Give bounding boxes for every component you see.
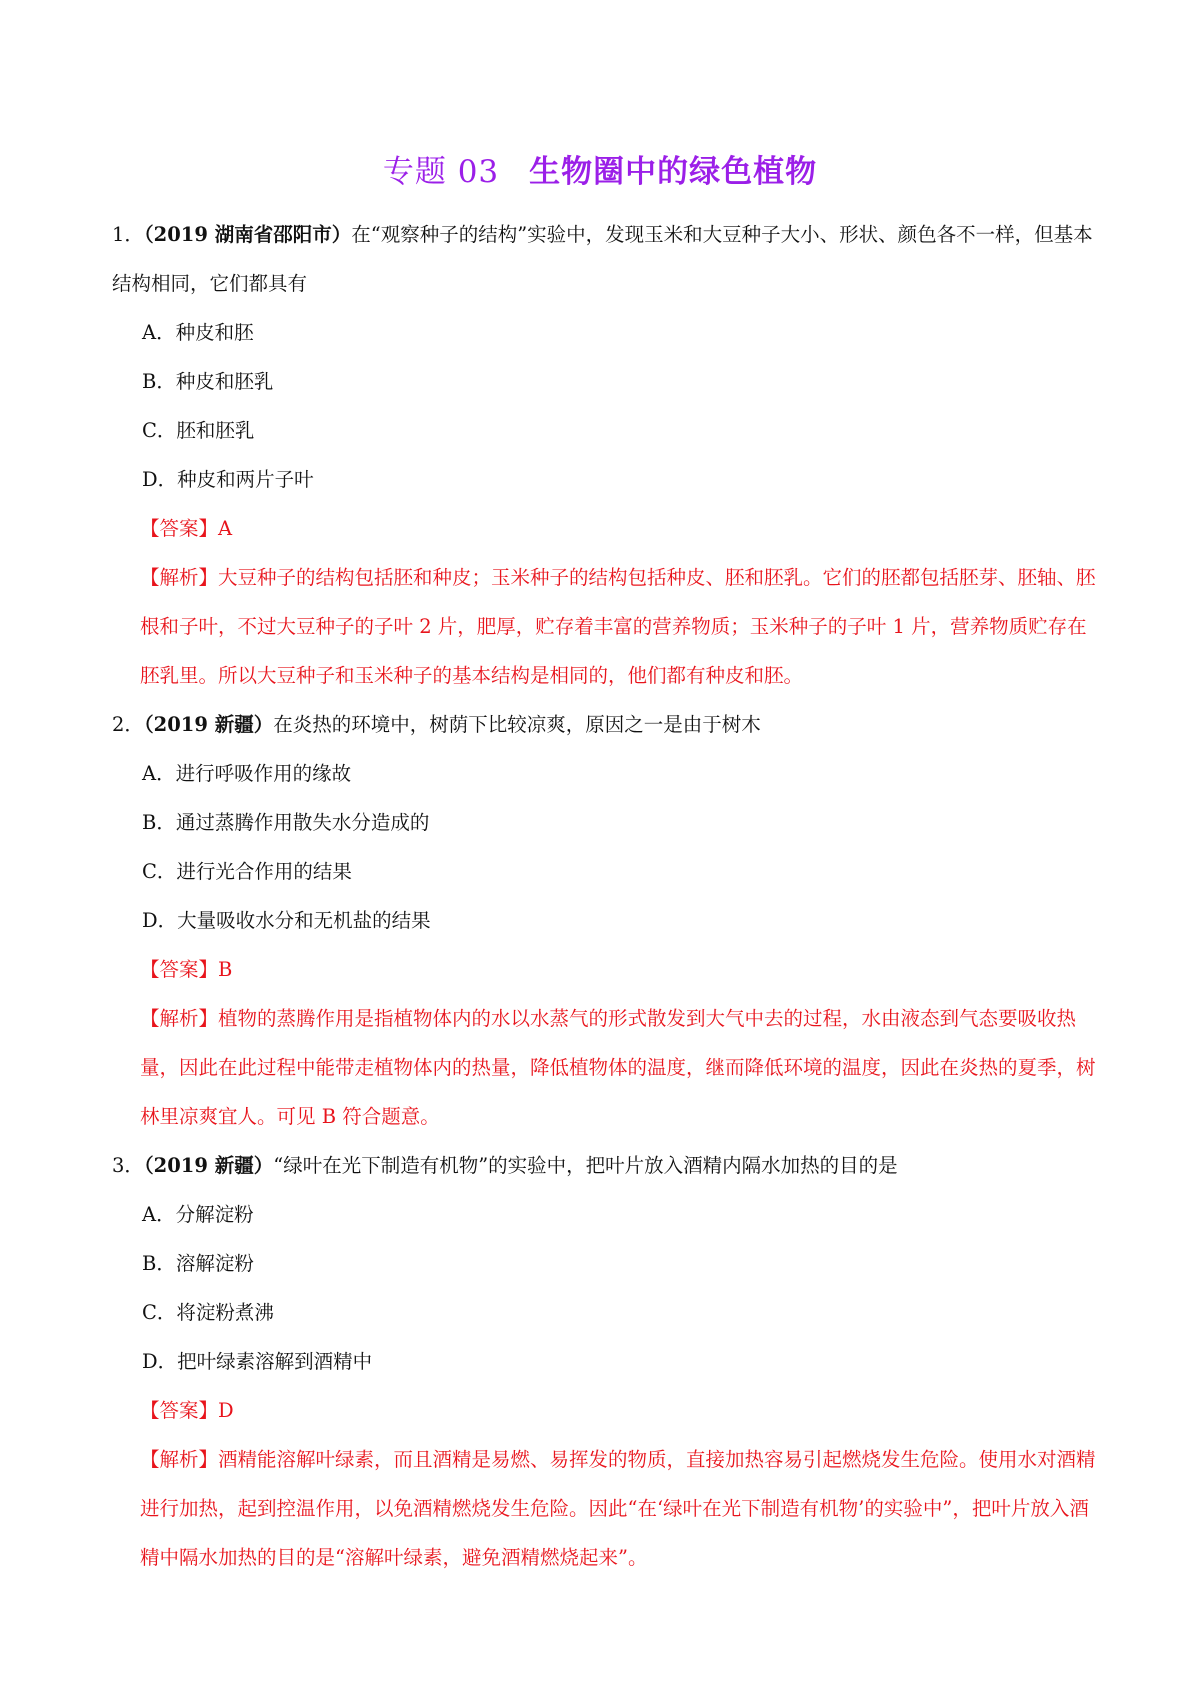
question-index: 2．: [112, 713, 144, 736]
question-index: 1．: [112, 223, 144, 246]
option-c: C．进行光合作用的结果: [142, 860, 352, 883]
option-b: B．种皮和胚乳: [142, 370, 274, 393]
question-text: “绿叶在光下制造有机物”的实验中，把叶片放入酒精内隔水加热的目的是: [273, 1154, 898, 1177]
answer: [112, 1386, 1102, 1435]
question-index: 3．: [112, 1154, 144, 1177]
explanation-label: 【解析】: [140, 1007, 219, 1030]
answer: [112, 504, 1102, 553]
explanation-text: 植物的蒸腾作用是指植物体内的水以水蒸气的形式散发到大气中去的过程，水由液态到气态要吸收热量，因此在此过程中能带走植物体内的热量，降低植物体的温度，继而降低环境的温度，因此在炎热的夏季，树林里凉爽宜人。可见 B 符合题意。: [140, 1007, 1096, 1128]
question-stem: [112, 700, 1102, 749]
explanation: [112, 1435, 1102, 1582]
title-text: 生物圈中的绿色植物: [529, 154, 818, 190]
answer-value: B: [218, 958, 233, 981]
title-number: 专题 03: [382, 154, 500, 190]
question-stem: [112, 210, 1102, 308]
option-d: D．把叶绿素溶解到酒精中: [142, 1350, 373, 1373]
option-d: D．大量吸收水分和无机盐的结果: [142, 909, 431, 932]
question-text: 在炎热的环境中，树荫下比较凉爽，原因之一是由于树木: [273, 713, 761, 736]
option-a: A．种皮和胚: [142, 321, 254, 344]
explanation-label: 【解析】: [140, 566, 219, 589]
option-d: D．种皮和两片子叶: [142, 468, 314, 491]
explanation: [112, 553, 1102, 700]
question-source: （2019 新疆）: [143, 1154, 274, 1177]
question-block: [112, 700, 1102, 1141]
question-text: 在“观察种子的结构”实验中，发现玉米和大豆种子大小、形状、颜色各不一样，但基本结构相同，它们都具有: [112, 223, 1093, 295]
explanation-text: 大豆种子的结构包括胚和种皮；玉米种子的结构包括种皮、胚和胚乳。它们的胚都包括胚芽、胚轴、胚根和子叶，不过大豆种子的子叶 2 片，肥厚，贮存着丰富的营养物质；玉米种子的子叶 1 片，营养物质贮存在胚乳里。所以大豆种子和玉米种子的基本结构是相同的，他们都有种皮和胚。: [140, 566, 1096, 687]
question-block: [112, 1141, 1102, 1582]
explanation: [112, 994, 1102, 1141]
option-a: A．进行呼吸作用的缘故: [142, 762, 352, 785]
explanation-text: 酒精能溶解叶绿素，而且酒精是易燃、易挥发的物质，直接加热容易引起燃烧发生危险。使用水对酒精进行加热，起到控温作用，以免酒精燃烧发生危险。因此“在‘绿叶在光下制造有机物’的实验中”，把叶片放入酒精中隔水加热的目的是“溶解叶绿素，避免酒精燃烧起来”。: [140, 1448, 1096, 1569]
answer-value: D: [218, 1399, 234, 1422]
question-source: （2019 新疆）: [143, 713, 274, 736]
question-source: （2019 湖南省邵阳市）: [143, 223, 352, 246]
answer-label: 【答案】: [140, 517, 219, 540]
page-title: [0, 152, 1200, 192]
option-c: C．将淀粉煮沸: [142, 1301, 274, 1324]
option-a: A．分解淀粉: [142, 1203, 254, 1226]
option-b: B．通过蒸腾作用散失水分造成的: [142, 811, 430, 834]
answer-label: 【答案】: [140, 958, 219, 981]
option-c: C．胚和胚乳: [142, 419, 255, 442]
answer-label: 【答案】: [140, 1399, 219, 1422]
option-b: B．溶解淀粉: [142, 1252, 254, 1275]
answer: [112, 945, 1102, 994]
answer-value: A: [218, 517, 233, 540]
question-list: [112, 210, 1102, 1582]
question-stem: [112, 1141, 1102, 1190]
question-block: [112, 210, 1102, 700]
explanation-label: 【解析】: [140, 1448, 219, 1471]
